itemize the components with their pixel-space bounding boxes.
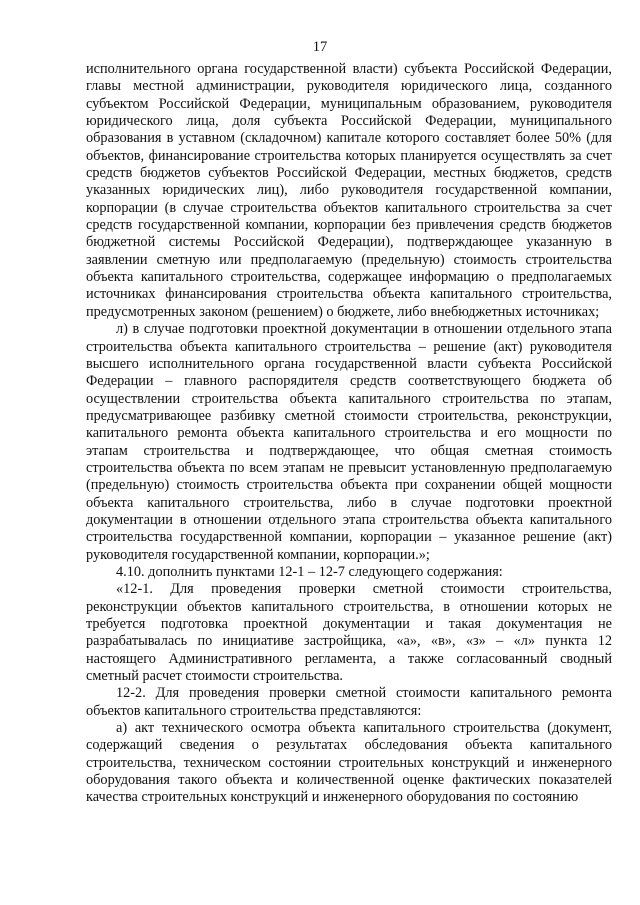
paragraph-6: а) акт технического осмотра объекта капитального строительства (документ, содержащий сведения о результатах обследования объекта капитального строительства, техническом состоянии строительных конструкций и инженерного оборудования такого объекта и количественной оценке фактических показателей качества строительных конструкций и инженерного оборудования по состоянию bbox=[86, 720, 612, 806]
page-number: 17 bbox=[312, 39, 328, 55]
paragraph-4: «12-1. Для проведения проверки сметной стоимости строительства, реконструкции объектов капитального строительства, в отношении которых не требуется подготовка проектной документации и такая документация не разрабатывалась по инициативе застройщика, «а», «в», «з» – «л» пункта 12 настоящего Административного регламента, а также согласованный сводный сметный расчет стоимости строительства. bbox=[86, 581, 612, 685]
paragraph-3: 4.10. дополнить пунктами 12-1 – 12-7 следующего содержания: bbox=[116, 563, 503, 580]
paragraph-1: исполнительного органа государственной власти) субъекта Российской Федерации, главы местной администрации, руководителя юридического лица, созданного субъектом Российской Федерации, муниципальным образованием, руководителя юридического лица, доля субъекта Российской Федерации, муниципального образования в уставном (складочном) капитале которого составляет более 50% (для объектов, финансирование строительства которых планируется осуществлять за счет средств бюджетов субъектов Российской Федерации, местных бюджетов, средств указанных юридических лиц), либо руководителя государственной компании, корпорации (в случае строительства объектов капитального строительства за счет средств государственной компании, корпорации без привлечения средств бюджетов бюджетной системы Российской Федерации), подтверждающее указанную в заявлении сметную или предполагаемую (предельную) стоимость строительства объекта капитального строительства, содержащее информацию о предполагаемых источниках финансирования строительства объекта капитального строительства, предусмотренных законом (решением) о бюджете, либо внебюджетных источниках; bbox=[86, 61, 612, 320]
paragraph-2: л) в случае подготовки проектной документации в отношении отдельного этапа строительства объекта капитального строительства – решение (акт) руководителя высшего исполнительного органа государственной власти субъекта Российской Федерации – главного распорядителя средств соответствующего бюджета об осуществлении строительства объекта капитального строительства по этапам, предусматривающее разбивку сметной стоимости строительства, реконструкции, капитального ремонта объекта капитального строительства и его мощности по этапам строительства и подтверждающее, что общая сметная стоимость строительства объекта по всем этапам не превысит установленную предполагаемую (предельную) стоимость строительства объекта при сохранении общей мощности объекта капитального строительства, либо в случае подготовки проектной документации в отношении отдельного этапа строительства объекта капитального строительства государственной компании, корпорации – указанное решение (акт) руководителя государственной компании, корпорации.»; bbox=[86, 321, 612, 563]
document-body bbox=[86, 61, 612, 807]
paragraph-5: 12-2. Для проведения проверки сметной стоимости капитального ремонта объектов капитального строительства представляются: bbox=[86, 685, 612, 719]
